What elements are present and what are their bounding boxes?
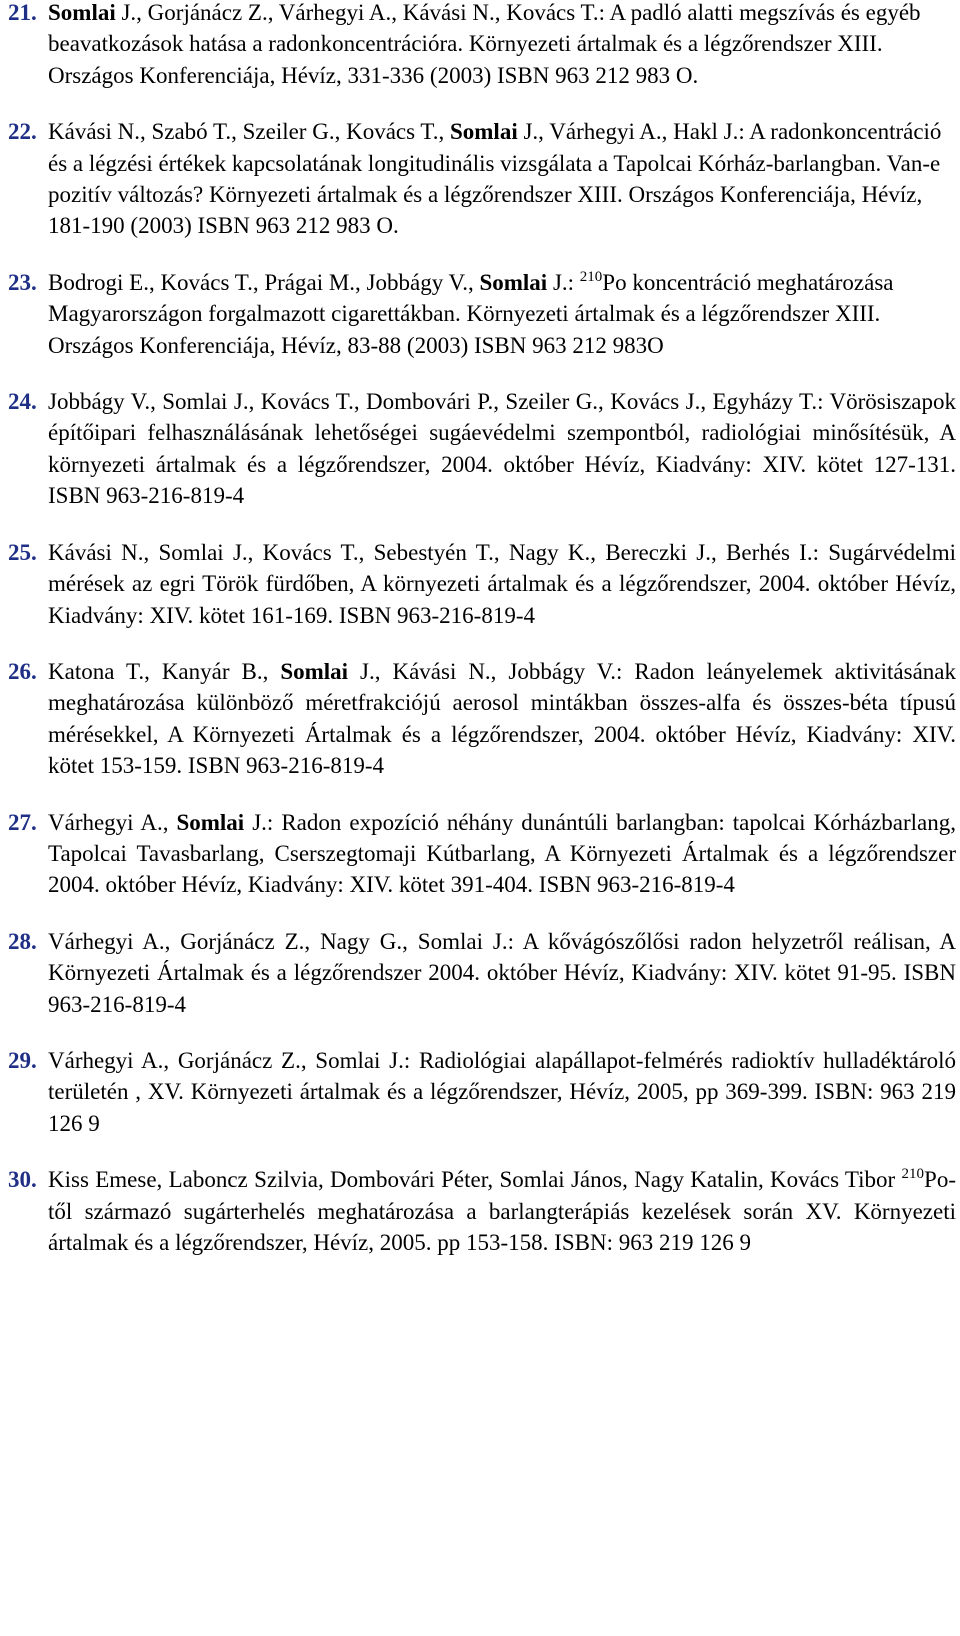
reference-text: [48, 537, 956, 631]
reference-number: 26.: [8, 658, 37, 684]
reference-text-segment: Kávási N., Somlai J., Kovács T., Sebestyén T., Nagy K., Bereczki J., Berhés I.: Sugárvédelmi mérések az egri Török fürdőben, A környezeti ártalmak és a légzőrendszer, 2004. október Hévíz, Kiadvány: XIV. kötet 161-169. ISBN 963-216-819-4: [48, 539, 956, 628]
highlighted-author: Somlai: [479, 269, 548, 295]
reference-text: [48, 1045, 956, 1139]
highlighted-author: Somlai: [48, 0, 116, 25]
reference-item: [0, 116, 960, 242]
reference-text-segment: J.: Radon expozíció néhány dunántúli barlangban: tapolcai Kórházbarlang, Tapolcai Tavasbarlang, Cserszegtomaji Kútbarlang, A Környezeti Ártalmak és a légzőrendszer 2004. október Hévíz, Kiadvány: XIV. kötet 391-404. ISBN 963-216-819-4: [48, 809, 956, 898]
highlighted-author: Somlai: [449, 119, 518, 145]
reference-number: 30.: [8, 1167, 37, 1193]
reference-text-segment: Várhegyi A., Gorjánácz Z., Somlai J.: Radiológiai alapállapot-felmérés radioktív hulladéktároló területén , XV. Környezeti ártalmak és a légzőrendszer, Hévíz, 2005, pp 369-399. ISBN: 963 219 126 9: [48, 1047, 956, 1136]
reference-text-segment: J., Várhegyi A., Hakl J.: A radonkoncentráció és a légzési értékek kapcsolatának longitudinális vizsgálata a Tapolcai Kórház-barlangban. Van-e pozitív változás? Környezeti ártalmak és a légzőrendszer XIII. Országos Konferenciája, Hévíz, 181-190 (2003) ISBN 963 212 983 O.: [48, 119, 942, 239]
reference-item: [0, 386, 960, 512]
reference-number: 24.: [8, 389, 37, 415]
reference-number: 27.: [8, 809, 37, 835]
reference-text: [48, 656, 956, 782]
reference-item: [0, 926, 960, 1020]
reference-text-segment: Bodrogi E., Kovács T., Prágai M., Jobbágy V.,: [48, 269, 480, 295]
reference-text-segment: J., Gorjánácz Z., Várhegyi A., Kávási N., Kovács T.: A padló alatti megszívás és egyéb beavatkozások hatása a radonkoncentrációra. Környezeti ártalmak és a légzőrendszer XIII. Országos Konferenciája, Hévíz, 331-336 (2003) ISBN 963 212 983 O.: [48, 0, 921, 88]
reference-item: [0, 0, 960, 91]
reference-number: 29.: [8, 1047, 37, 1073]
reference-text: [48, 0, 956, 91]
reference-item: [0, 1045, 960, 1139]
highlighted-author: Somlai: [280, 658, 349, 684]
reference-text-segment: Kiss Emese, Laboncz Szilvia, Dombovári Péter, Somlai János, Nagy Katalin, Kovács Tibor: [48, 1167, 902, 1193]
reference-number: 21.: [8, 0, 37, 25]
reference-item: [0, 807, 960, 901]
isotope-superscript: 210: [901, 1166, 925, 1183]
reference-text-segment: Po koncentráció meghatározása Magyarországon forgalmazott cigarettákban. Környezeti ártalmak és a légzőrendszer XIII. Országos Konferenciája, Hévíz, 83-88 (2003) ISBN 963 212 983O: [48, 269, 894, 358]
reference-text-segment: Po-től származó sugárterhelés meghatározása a barlangterápiás kezelések során XV. Környezeti ártalmak és a légzőrendszer, Hévíz, 2005. pp 153-158. ISBN: 963 219 126 9: [48, 1167, 956, 1255]
reference-text-segment: Katona T., Kanyár B.,: [48, 658, 281, 684]
reference-text: [48, 1164, 956, 1258]
reference-text: [48, 116, 956, 242]
reference-text-segment: J.:: [547, 269, 580, 295]
reference-number: 25.: [8, 539, 37, 565]
reference-text: [48, 386, 956, 512]
reference-item: [0, 267, 960, 361]
reference-text: [48, 267, 956, 361]
reference-text-segment: Várhegyi A., Gorjánácz Z., Nagy G., Somlai J.: A kővágószőlősi radon helyzetről reálisan, A Környezeti Ártalmak és a légzőrendszer 2004. október Hévíz, Kiadvány: XIV. kötet 91-95. ISBN 963-216-819-4: [48, 928, 956, 1017]
reference-item: [0, 537, 960, 631]
reference-text-segment: Kávási N., Szabó T., Szeiler G., Kovács T.,: [48, 119, 450, 145]
reference-text-segment: Várhegyi A.,: [48, 809, 177, 835]
reference-text: [48, 807, 956, 901]
reference-item: [0, 1164, 960, 1258]
reference-item: [0, 656, 960, 782]
isotope-superscript: 210: [579, 268, 603, 285]
highlighted-author: Somlai: [176, 809, 245, 835]
reference-text: [48, 926, 956, 1020]
reference-number: 22.: [8, 119, 37, 145]
reference-text-segment: Jobbágy V., Somlai J., Kovács T., Dombovári P., Szeiler G., Kovács J., Egyházy T.: Vörösiszapok építőipari felhasználásának lehetőségei sugáevédelmi szempontból, radiológiai minősítésük, A környezeti ártalmak és a légzőrendszer, 2004. október Hévíz, Kiadvány: XIV. kötet 127-131. ISBN 963-216-819-4: [48, 389, 956, 509]
reference-number: 23.: [8, 269, 37, 295]
reference-text-segment: J., Kávási N., Jobbágy V.: Radon leányelemek aktivitásának meghatározása különböző méretfrakciójú aerosol mintákban összes-alfa és összes-béta típusú mérésekkel, A Környezeti Ártalmak és a légzőrendszer, 2004. október Hévíz, Kiadvány: XIV. kötet 153-159. ISBN 963-216-819-4: [48, 658, 956, 779]
reference-number: 28.: [8, 928, 37, 954]
